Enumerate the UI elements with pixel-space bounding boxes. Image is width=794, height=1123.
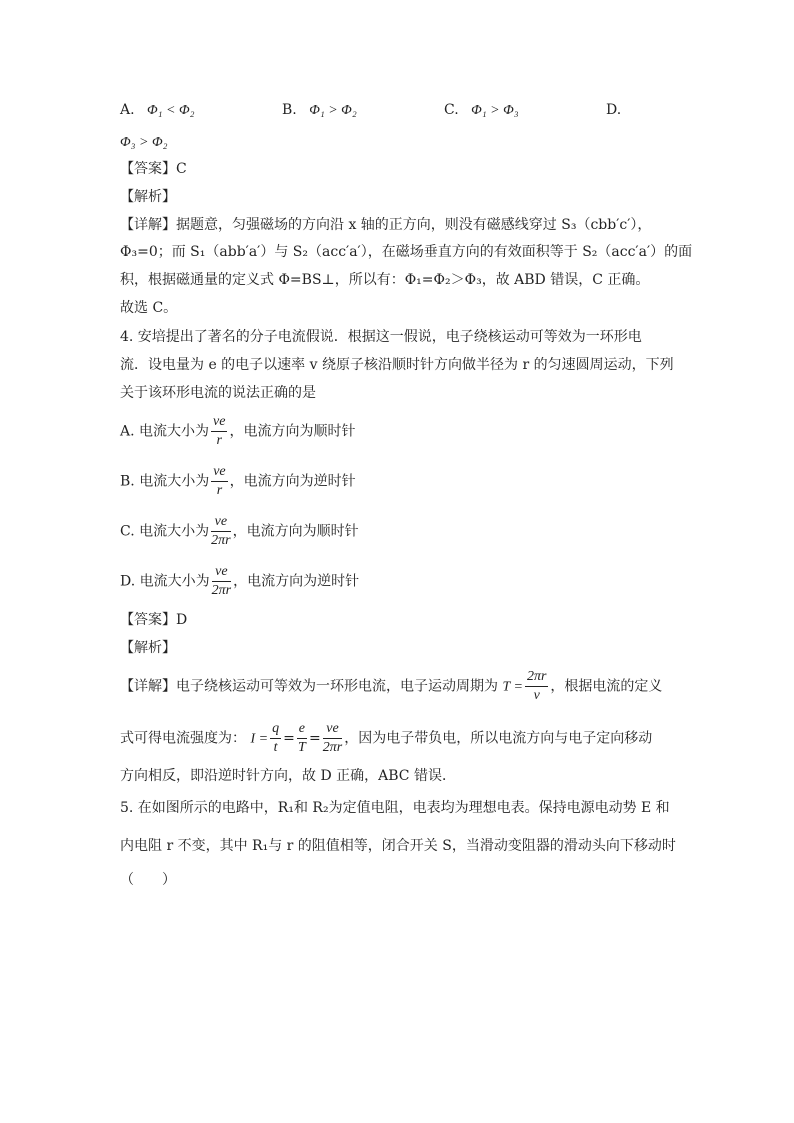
fraction: $\frac{ve}{r}$ [213,464,226,498]
q4-analysis-tag: 【解析】 [120,640,176,656]
q4-answer: 【答案】D [120,612,188,628]
fraction: $\frac{ve}{r}$ [213,414,226,448]
q3-option-d-math: Φ₃ > Φ₂ [120,135,168,150]
q4-option-a: A. 电流大小为 $\frac{ve}{r}$ ，电流方向为顺时针 [120,414,356,448]
q3-analysis-tag: 【解析】 [120,189,176,205]
q4-stem-line-2: 流．设电量为 e 的电子以速率 v 绕原子核沿顺时针方向做半径为 r 的匀速圆周运动，下列 [120,357,674,373]
q5-stem-line-3: （ ） [120,872,176,888]
q3-detail-line-1: 【详解】据题意，匀强磁场的方向沿 x 轴的正方向，则没有磁感线穿过 S₃（cbb′c′）， [120,217,652,233]
fraction: $\frac{ve}{2\pi r}$ [211,514,231,548]
q3-option-b: B. Φ₁ > Φ₂ [282,102,357,118]
fraction: $\frac{ve}{2\pi r}$ [211,564,232,598]
q3-detail-line-2: Φ₃=0；而 S₁（abb′a′）与 S₂（acc′a′），在磁场垂直方向的有效面积等于 S₂（acc′a′）的面 [120,244,693,260]
fraction: $\frac{ve}{2\pi r}$ [322,721,343,755]
q4-option-d: D. 电流大小为 $\frac{ve}{2\pi r}$ ，电流方向为逆时针 [120,564,360,598]
q3-option-c: C. Φ₁ > Φ₃ [444,102,519,118]
q4-detail-line-3: 方向相反，即沿逆时针方向，故 D 正确，ABC 错误． [120,768,456,784]
q5-stem-line-1: 5. 在如图所示的电路中，R₁和 R₂为定值电阻，电表均为理想电表。保持电源电动势 E 和 [120,800,670,816]
q4-option-c: C. 电流大小为 $\frac{ve}{2\pi r}$ ，电流方向为顺时针 [120,514,359,548]
q3-answer: 【答案】C [120,161,187,177]
fraction: $\frac{2\pi r}{v}$ [526,669,547,703]
fraction: $\frac{q}{t}$ [272,721,280,755]
q4-detail-line-1: 【详解】电子绕核运动可等效为一环形电流，电子运动周期为 T = $\frac{2\pi r}{v}$ ，根据电流的定义 [120,669,663,703]
q4-option-b: B. 电流大小为 $\frac{ve}{r}$ ，电流方向为逆时针 [120,464,356,498]
q4-stem-line-1: 4. 安培提出了著名的分子电流假说．根据这一假说，电子绕核运动可等效为一环形电 [120,329,642,345]
q3-detail-line-4: 故选 C。 [120,300,178,316]
q3-option-d-label: D. [606,102,622,118]
fraction: $\frac{e}{T}$ [298,721,306,755]
q4-detail-line-2: 式可得电流强度为： I = $\frac{q}{t}$ = $\frac{e}{T}$ = $\frac{ve}{2\pi r}$ ，因为电子带负电，所以电流方向与电子定向移动 [120,721,653,755]
q4-stem-line-3: 关于该环形电流的说法正确的是 [120,385,316,401]
q3-detail-line-3: 积，根据磁通量的定义式 Φ=BS⊥，所以有：Φ₁=Φ₂＞Φ₃，故 ABD 错误，C 正确。 [120,272,650,288]
q3-option-a: A. Φ₁ < Φ₂ [120,102,195,118]
q5-stem-line-2: 内电阻 r 不变，其中 R₁与 r 的阻值相等，闭合开关 S，当滑动变阻器的滑动头向下移动时 [120,838,676,854]
